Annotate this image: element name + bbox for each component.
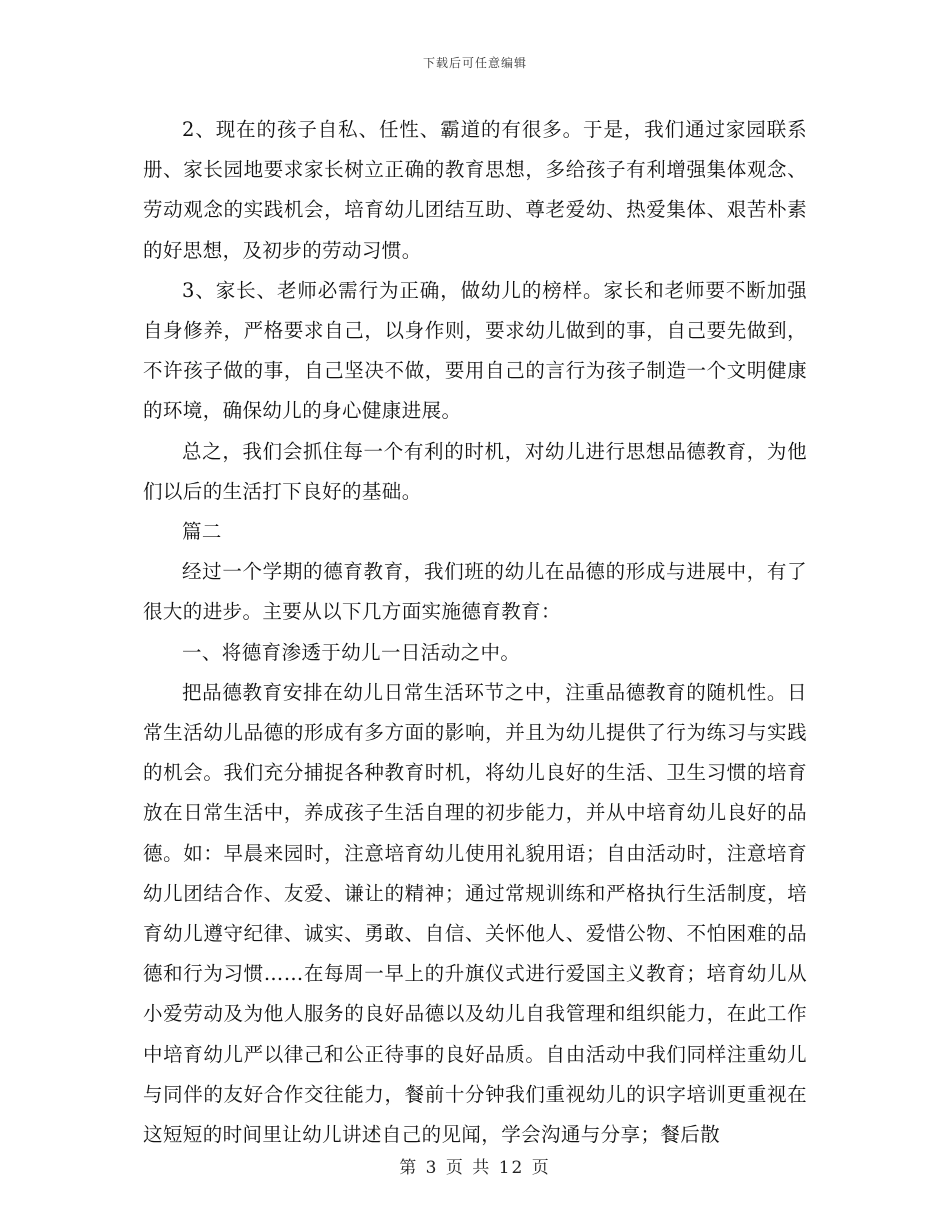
page-header: 下载后可任意编辑 [422, 56, 527, 70]
page-footer: 第 3 页 共 12 页 [399, 1158, 551, 1178]
section-heading: 篇二 [182, 520, 222, 544]
paragraph: 总之，我们会抓住每一个有利的时机，对幼儿进行思想品德教育，为他们以后的生活打下良好的基础。 [143, 439, 807, 503]
document-body [143, 110, 807, 1155]
subheading: 一、将德育渗透于幼儿一日活动之中。 [182, 640, 521, 664]
paragraph: 3、家长、老师必需行为正确，做幼儿的榜样。家长和老师要不断加强自身修养，严格要求自己，以身作则，要求幼儿做到的事，自己要先做到，不许孩子做的事，自己坚决不做，要用自己的言行为孩子制造一个文明健康的环境，确保幼儿的身心健康进展。 [143, 278, 807, 423]
paragraph: 经过一个学期的德育教育，我们班的幼儿在品德的形成与进展中，有了很大的进步。主要从以下几方面实施德育教育： [143, 560, 807, 624]
paragraph: 把品德教育安排在幼儿日常生活环节之中，注重品德教育的随机性。日常生活幼儿品德的形成有多方面的影响，并且为幼儿提供了行为练习与实践的机会。我们充分捕捉各种教育时机，将幼儿良好的生活、卫生习惯的培育放在日常生活中，养成孩子生活自理的初步能力，并从中培育幼儿良好的品德。如：早晨来园时，注意培育幼儿使用礼貌用语；自由活动时，注意培育幼儿团结合作、友爱、谦让的精神；通过常规训练和严格执行生活制度，培育幼儿遵守纪律、诚实、勇敢、自信、关怀他人、爱惜公物、不怕困难的品德和行为习惯……在每周一早上的升旗仪式进行爱国主义教育；培育幼儿从小爱劳动及为他人服务的良好品德以及幼儿自我管理和组织能力，在此工作中培育幼儿严以律己和公正待事的良好品质。自由活动中我们同样注重幼儿与同伴的友好合作交往能力，餐前十分钟我们重视幼儿的识字培训更重视在这短短的时间里让幼儿讲述自己的见闻，学会沟通与分享；餐后散 [143, 680, 807, 1147]
paragraph: 2、现在的孩子自私、任性、霸道的有很多。于是，我们通过家园联系册、家长园地要求家长树立正确的教育思想，多给孩子有利增强集体观念、劳动观念的实践机会，培育幼儿团结互助、尊老爱幼、热爱集体、艰苦朴素的好思想，及初步的劳动习惯。 [143, 118, 807, 262]
